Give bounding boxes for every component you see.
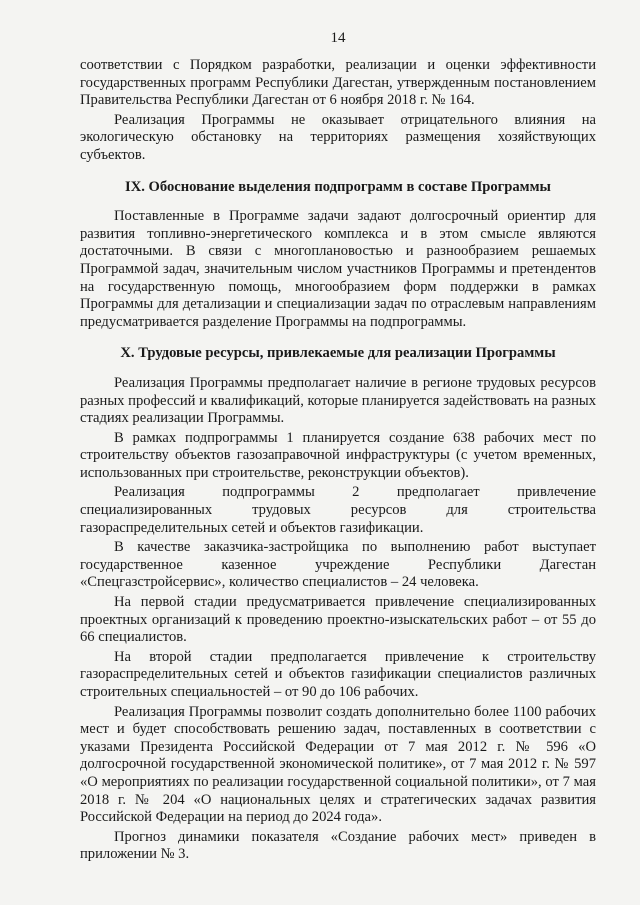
intro-paragraph-1: соответствии с Порядком разработки, реализации и оценки эффективности государственных программ Республики Дагестан, утвержденным постановлением Правительства Республики Дагестан от 6 ноября 2018 г. № 164. [80,57,596,109]
section-10-paragraph-2: В рамках подпрограммы 1 планируется создание 638 рабочих мест по строительству объектов газозаправочной инфраструктуры (с учетом временных, использованных при строительстве, реконструкции объектов). [80,429,596,481]
intro-paragraph-2: Реализация Программы не оказывает отрицательного влияния на экологическую обстановку на территориях размещения хозяйствующих субъектов. [80,111,596,163]
section-10-paragraph-3: Реализация подпрограммы 2 предполагает привлечение специализированных трудовых ресурсов для строительства газораспределительных сетей и объектов газификации. [80,484,596,536]
page-number: 14 [330,30,346,46]
section-10-paragraph-7: Реализация Программы позволит создать дополнительно более 1100 рабочих мест и будет способствовать решению задач, поставленных в соответствии с указами Президента Российской Федерации от 7 мая 2012 г. № 596 «О долгосрочной государственной экономической политике», от 7 мая 2012 г. № 597 «О мероприятиях по реализации государственной социальной политики», от 7 мая 2018 г. № 204 «О национальных целях и стратегических задачах развития Российской Федерации на период до 2024 года». [80,703,596,826]
section-9-heading: IX. Обоснование выделения подпрограмм в составе Программы [125,178,551,195]
section-10-heading: X. Трудовые ресурсы, привлекаемые для реализации Программы [120,345,556,362]
section-10-paragraph-5: На первой стадии предусматривается привлечение специализированных проектных организаций к проведению проектно-изыскательских работ – от 55 до 66 специалистов. [80,594,596,646]
section-10-paragraph-1: Реализация Программы предполагает наличие в регионе трудовых ресурсов разных профессий и квалификаций, которые планируется задействовать на разных стадиях реализации Программы. [80,374,596,427]
section-9-paragraph-1: Поставленные в Программе задачи задают долгосрочный ориентир для развития топливно-энергетического комплекса и в этом смысле являются достаточными. В связи с многоплановостью и разнообразием решаемых Программой задач, значительным числом участников Программы и претендентов на государственную помощь, многообразием форм поддержки в рамках Программы для детализации и специализации задач по отраслевым направлениям предусматривается разделение Программы на подпрограммы. [80,208,596,330]
section-10-paragraph-8: Прогноз динамики показателя «Создание рабочих мест» приведен в приложении № 3. [80,828,596,863]
section-10-paragraph-4: В качестве заказчика-застройщика по выполнению работ выступает государственное казенное учреждение Республики Дагестан «Спецгазстройсервис», количество специалистов – 24 человека. [80,539,596,591]
section-10-paragraph-6: На второй стадии предполагается привлечение к строительству газораспределительных сетей и объектов газификации специалистов различных строительных специальностей – от 90 до 106 рабочих. [80,648,596,700]
